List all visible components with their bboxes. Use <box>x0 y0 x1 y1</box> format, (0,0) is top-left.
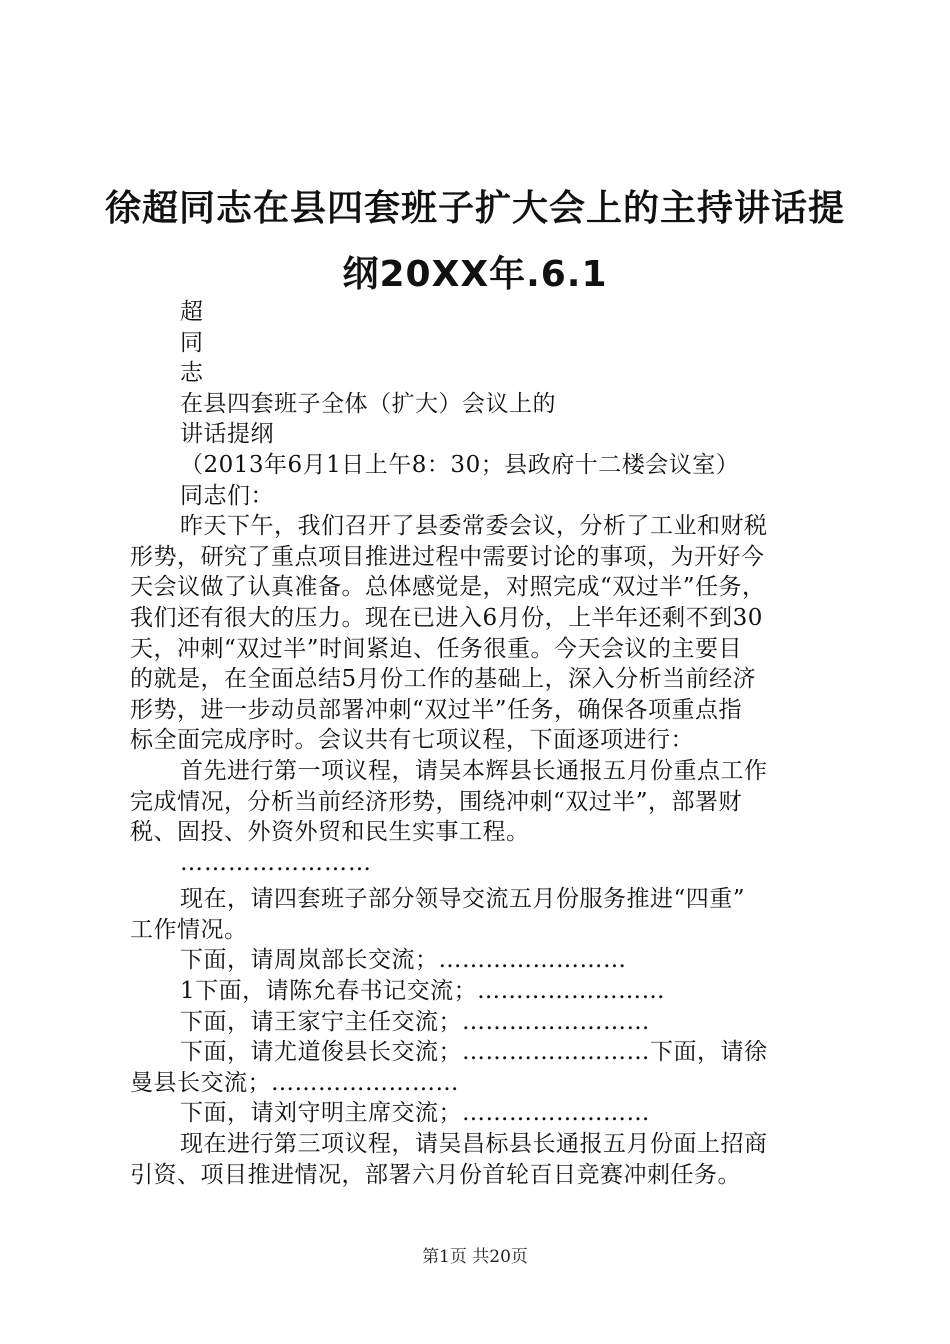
text-line: 现在进行第三项议程，请吴昌标县长通报五月份面上招商 <box>180 1131 768 1158</box>
page-number-footer: 第1页 共20页 <box>422 1247 528 1267</box>
text-line: 引资、项目推进情况，部署六月份首轮百日竞赛冲刺任务。 <box>130 1161 741 1188</box>
meeting-subtitle: 在县四套班子全体（扩大）会议上的 <box>180 390 556 417</box>
document-title <box>100 176 850 308</box>
paragraph-speaker <box>130 1098 830 1129</box>
text-line: 标全面完成序时。会议共有七项议程，下面逐项进行： <box>130 727 694 754</box>
text-line: 昨天下午，我们召开了县委常委会议，分析了工业和财税 <box>180 513 768 540</box>
title-line-1: 徐超同志在县四套班子扩大会上的主持讲话提 <box>104 188 845 229</box>
text-line: 完成情况，分析当前经济形势，围绕冲刺“双过半”，部署财 <box>130 788 743 815</box>
paragraph-speaker <box>130 1037 830 1098</box>
text-line: 现在，请四套班子部分领导交流五月份服务推进“四重” <box>180 886 746 913</box>
speech-outline-label: 讲话提纲 <box>180 421 274 448</box>
text-line: 税、固投、外资外贸和民生实事工程。 <box>130 819 530 846</box>
text-line: 形势，研究了重点项目推进过程中需要讨论的事项，为开好今 <box>130 543 765 570</box>
ellipsis-line: …………………… <box>180 849 372 876</box>
text-line: 我们还有很大的压力。现在已进入6月份，上半年还剩不到30 <box>130 604 763 631</box>
paragraph-intro <box>130 511 830 756</box>
title-line-2: 纲20XX年.6.1 <box>342 254 608 295</box>
paragraph-speaker <box>130 976 830 1007</box>
paragraph-speaker <box>130 945 830 976</box>
text-line: 曼县长交流；…………………… <box>130 1069 459 1096</box>
meeting-time-place: （2013年6月1日上午8：30；县政府十二楼会议室） <box>180 451 740 478</box>
header-line: 超 <box>180 299 204 325</box>
paragraph-agenda-3 <box>130 1129 830 1190</box>
text-line: 首先进行第一项议程，请吴本辉县长通报五月份重点工作 <box>180 757 768 784</box>
text-line: 下面，请王家宁主任交流；…………………… <box>180 1008 650 1035</box>
paragraph-ellipsis <box>130 848 830 879</box>
text-line: 形势，进一步动员部署冲刺“双过半”任务，确保各项重点指 <box>130 696 743 723</box>
text-line: 1下面，请陈允春书记交流；…………………… <box>180 978 666 1005</box>
text-line: 下面，请刘守明主席交流；…………………… <box>180 1100 650 1127</box>
paragraph-speaker <box>130 1007 830 1038</box>
salutation: 同志们： <box>180 482 274 509</box>
text-line: 下面，请尤道俊县长交流；……………………下面，请徐 <box>180 1039 768 1066</box>
text-line: 的就是，在全面总结5月份工作的基础上，深入分析当前经济 <box>130 666 757 693</box>
header-line: 志 <box>180 360 204 387</box>
paragraph-agenda-2 <box>130 884 830 945</box>
document-body <box>130 297 830 1190</box>
header-line: 同 <box>180 329 204 356</box>
paragraph-agenda-1 <box>130 756 830 848</box>
text-line: 天，冲刺“双过半”时间紧迫、任务很重。今天会议的主要目 <box>130 635 743 662</box>
text-line: 工作情况。 <box>130 916 248 943</box>
text-line: 天会议做了认真准备。总体感觉是，对照完成“双过半”任务， <box>130 574 766 601</box>
text-line: 下面，请周岚部长交流；…………………… <box>180 947 627 974</box>
